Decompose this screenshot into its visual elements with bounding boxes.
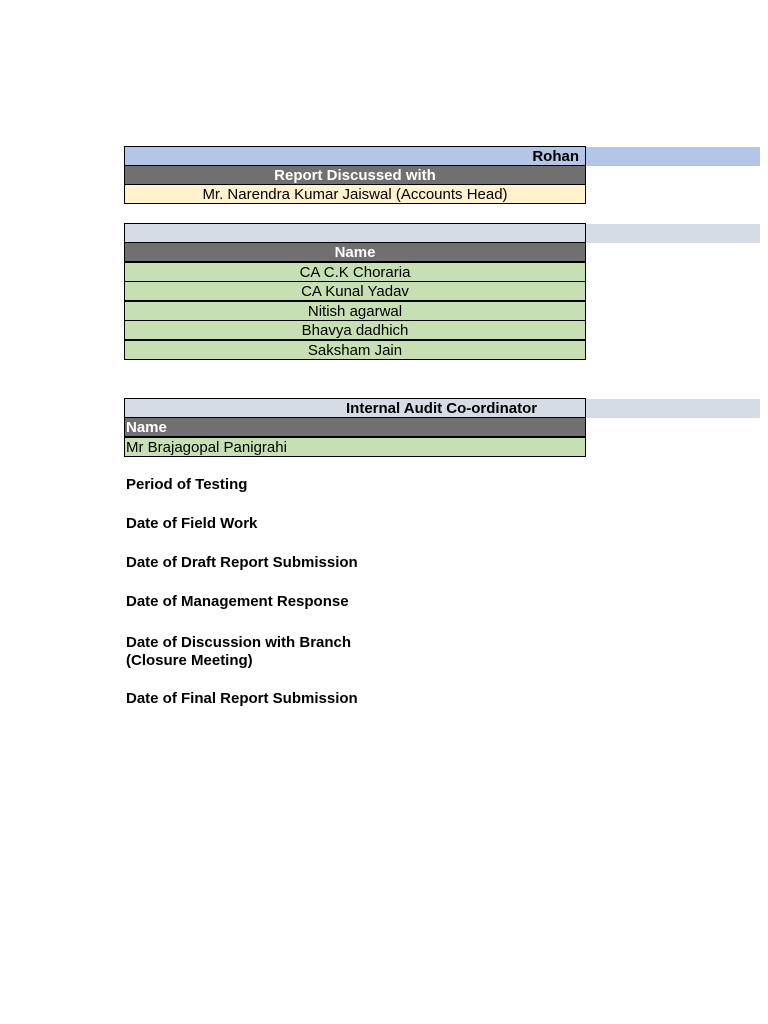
team-member-name: Saksham Jain	[307, 342, 403, 359]
date-discussion-branch-label: Date of Discussion with Branch (Closure Meeting)	[126, 634, 352, 669]
title-cell	[124, 146, 586, 166]
report-discussed-value-text: Mr. Narendra Kumar Jaiswal (Accounts Head)	[202, 186, 508, 203]
coordinator-name-text: Mr Brajagopal Panigrahi	[126, 439, 287, 456]
team-member-row	[124, 281, 586, 301]
title-cell-extension	[586, 147, 760, 166]
team-member-row	[124, 262, 586, 282]
report-discussed-value	[124, 184, 586, 204]
team-member-row	[124, 301, 586, 321]
coordinator-title-cell	[124, 398, 586, 418]
team-member-name: CA Kunal Yadav	[301, 283, 409, 300]
coordinator-title-extension	[586, 399, 760, 418]
team-member-row	[124, 320, 586, 340]
coordinator-title-text: Internal Audit Co-ordinator	[346, 400, 538, 417]
team-title-cell	[124, 223, 586, 243]
coordinator-name-header	[124, 417, 586, 437]
team-member-name: CA C.K Choraria	[299, 264, 411, 281]
date-draft-report-label: Date of Draft Report Submission	[126, 554, 358, 571]
title-text: Rohan	[532, 148, 579, 165]
team-name-header-text: Name	[334, 244, 376, 261]
report-discussed-header-text: Report Discussed with	[274, 167, 436, 184]
coordinator-name-header-text: Name	[126, 419, 167, 436]
coordinator-name-value	[124, 437, 586, 457]
team-member-name: Nitish agarwal	[307, 303, 403, 320]
date-management-response-label: Date of Management Response	[126, 593, 349, 610]
date-final-report-label: Date of Final Report Submission	[126, 690, 358, 707]
team-member-row	[124, 340, 586, 360]
team-name-header	[124, 242, 586, 262]
date-field-work-label: Date of Field Work	[126, 515, 258, 532]
report-discussed-header	[124, 165, 586, 185]
period-of-testing-label: Period of Testing	[126, 476, 248, 493]
team-title-extension	[586, 224, 760, 243]
team-member-name: Bhavya dadhich	[301, 322, 409, 339]
